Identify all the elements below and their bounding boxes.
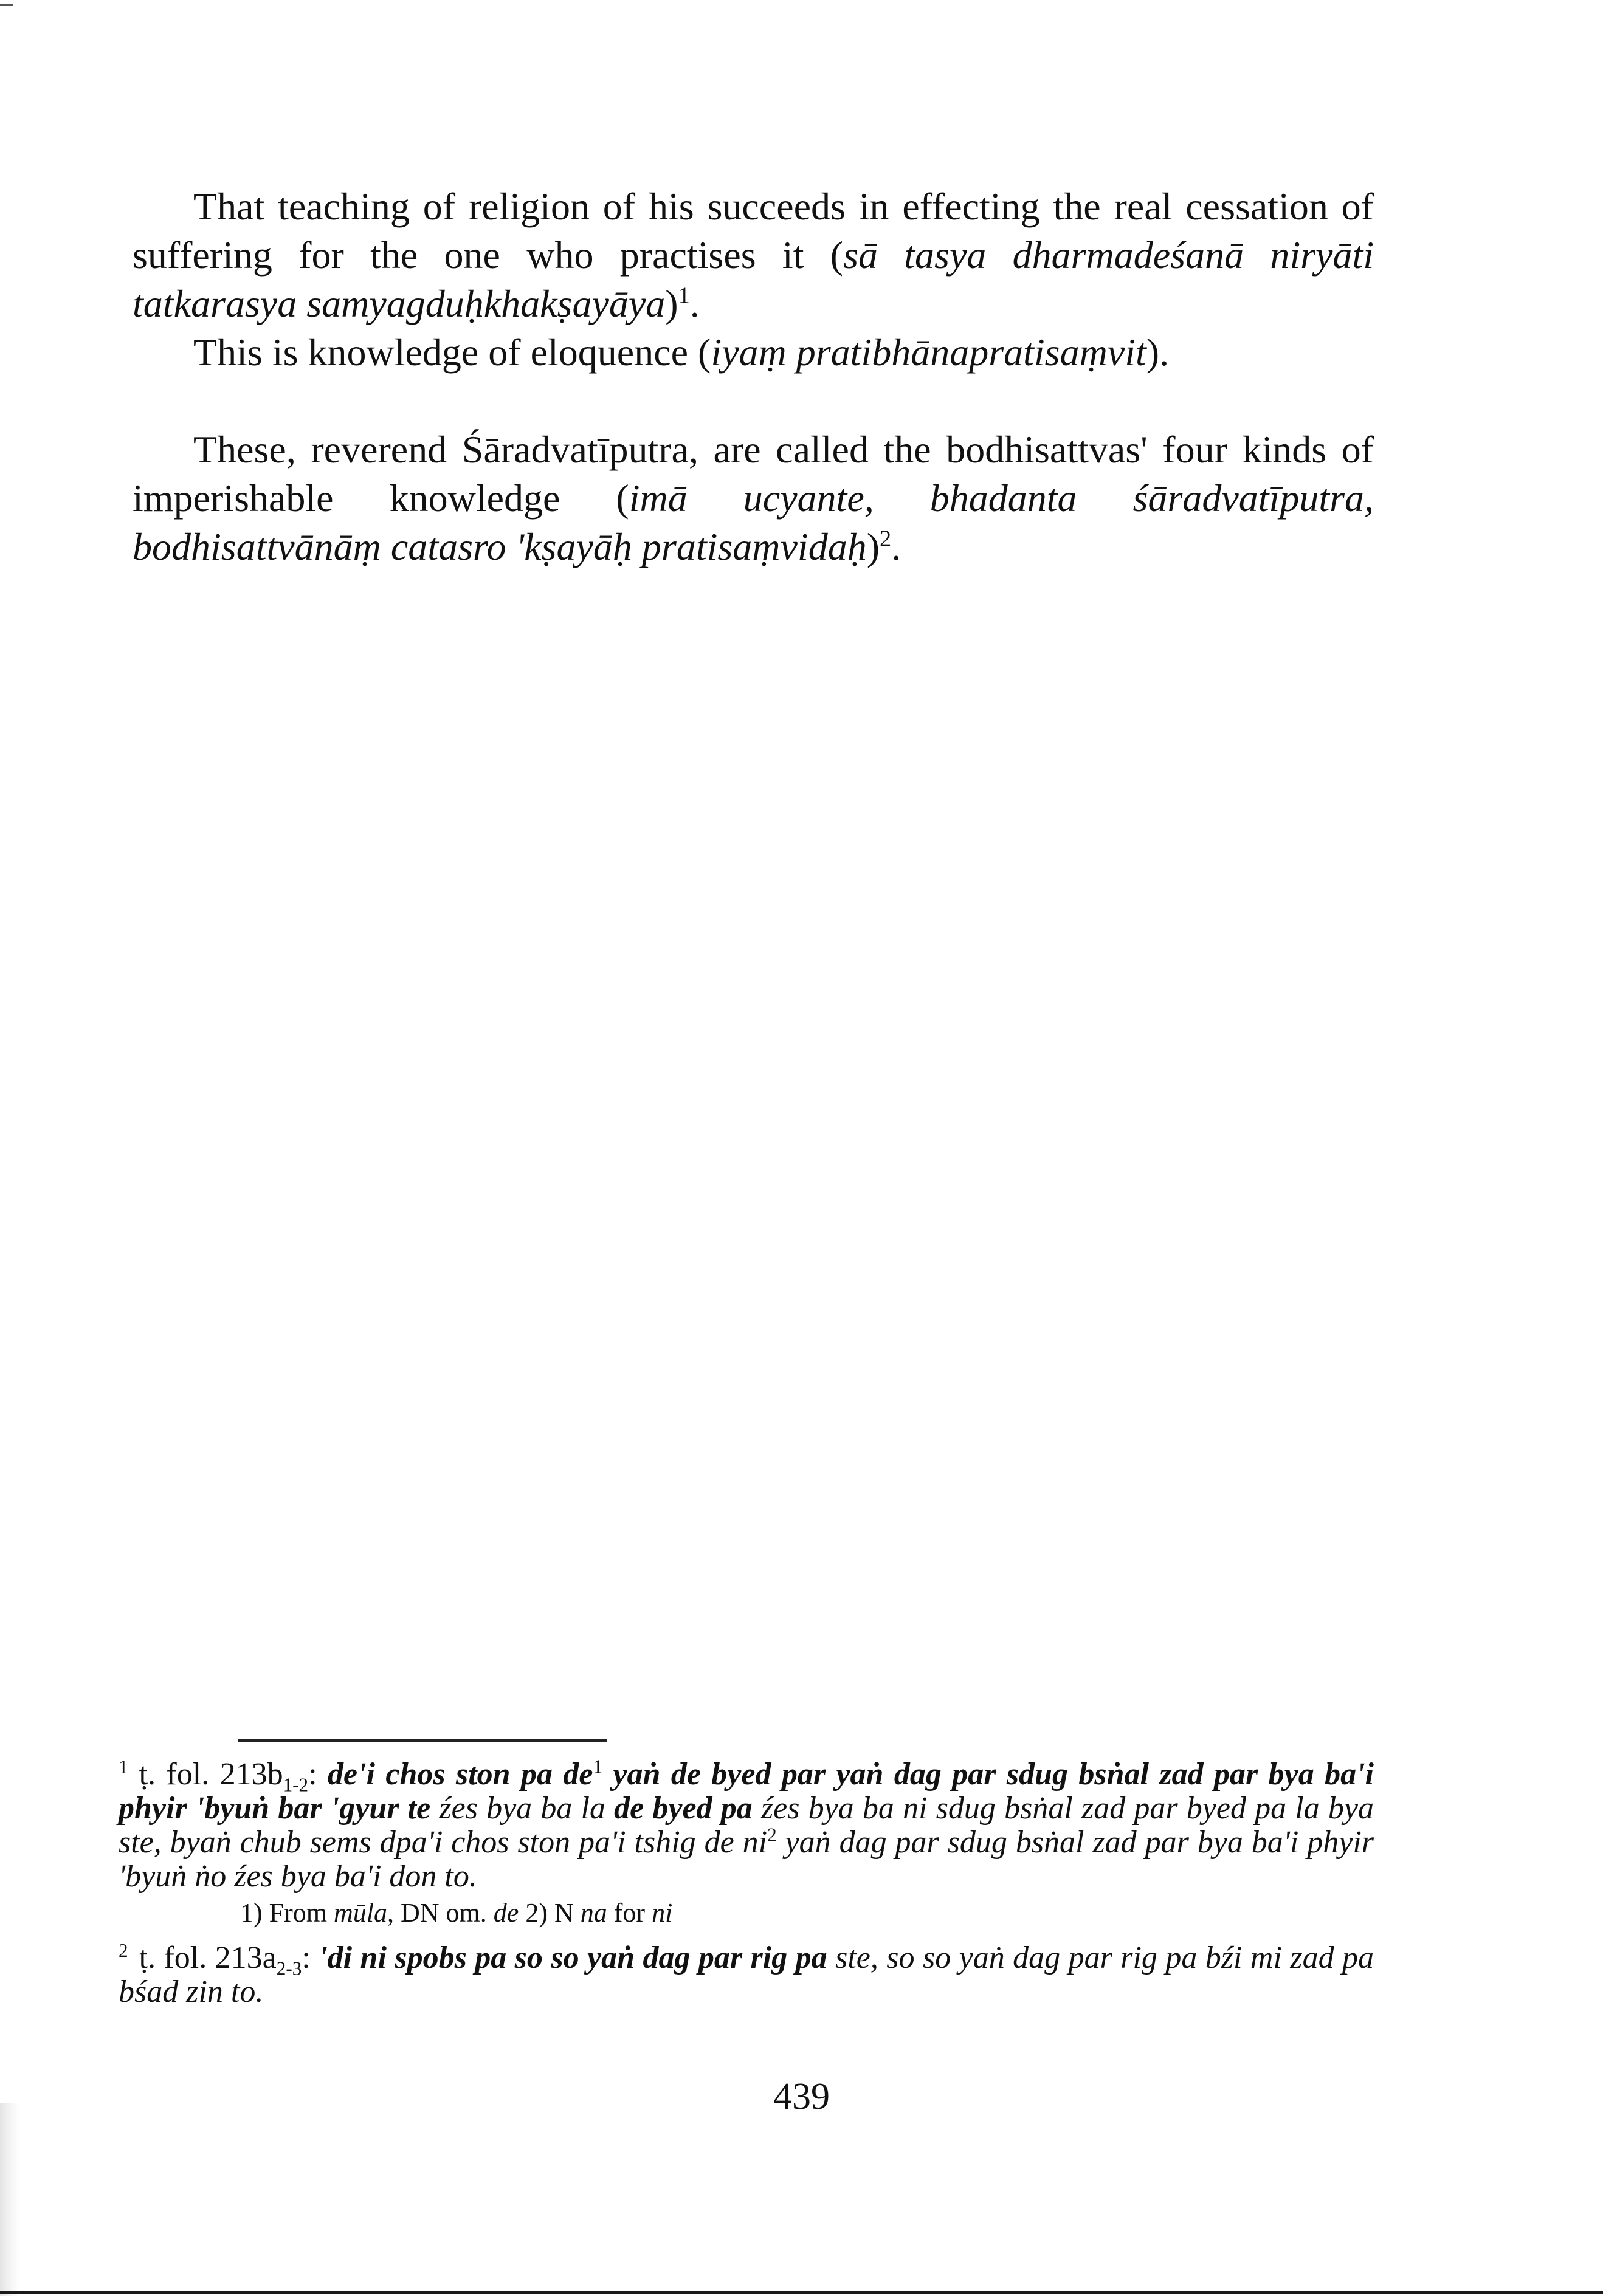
paragraph-1: That teaching of religion of his succeeds in effecting the real cessation of suffering for the one who practises it (sā tasya dharmadeśanā niryāti tatkarasya samyagduḥkhakṣayāya)$^1$. xyxy=(133,185,1374,325)
sanskrit-3: imā ucyante, bhadanta śāradvatīputra, bodhisattvānāṃ catasro 'kṣayāḥ pratisaṃvidaḥ xyxy=(133,476,1374,568)
footnote-ref-2: 2 xyxy=(880,526,892,552)
footnotes xyxy=(119,1758,1374,2009)
footnote-1: $^1$ ṭ. fol. $213b_{1-2}$: de'i chos ston pa $de^1$ yaṅ de byed par yaṅ dag par sdug bsṅal zad par bya ba'i phyir 'byuṅ bar 'gyur te źes bya ba la de byed pa źes bya ba ni sdug bsṅal zad par byed pa la bya ste, byaṅ chub sems dpa'i chos ston pa'i tshig de $ni^2$ yaṅ dag par sdug bsṅal zad par bya ba'i phyir 'byuṅ ṅo źes bya ba'i don to. xyxy=(119,1756,1374,1894)
scan-bottom-edge xyxy=(0,2291,1603,2294)
main-text xyxy=(133,182,1374,571)
sanskrit-2: iyaṃ pratibhānapratisaṃvit xyxy=(711,331,1146,374)
footnote-ref-1: 1 xyxy=(678,283,690,309)
footnote-rule xyxy=(238,1739,607,1742)
footnote-2: $^2$ ṭ. fol. $213a_{2-3}$: 'di ni spobs pa so so yaṅ dag par rig pa ste, so so yaṅ dag par rig pa bźi mi zad pa bśad zin to. xyxy=(119,1939,1374,2009)
scan-corner-mark xyxy=(0,4,13,6)
paragraph-3: These, reverend Śāradvatīputra, are called the bodhisattvas' four kinds of imperishable knowledge (imā ucyante, bhadanta śāradvatīputra, bodhisattvānāṃ catasro 'kṣayāḥ pratisaṃvidaḥ)$^2$. xyxy=(133,428,1374,568)
sanskrit-1: sā tasya dharmadeśanā niryāti tatkarasya samyagduḥkhakṣayāya xyxy=(133,233,1374,325)
scan-edge-shadow xyxy=(0,2103,19,2296)
paragraph-2: This is knowledge of eloquence (iyaṃ pratibhānapratisaṃvit). xyxy=(193,331,1170,374)
page-number: 439 xyxy=(773,2076,830,2117)
footnote-1-apparatus: 1) From mūla, DN om. de 2) N na for ni xyxy=(240,1898,673,1928)
